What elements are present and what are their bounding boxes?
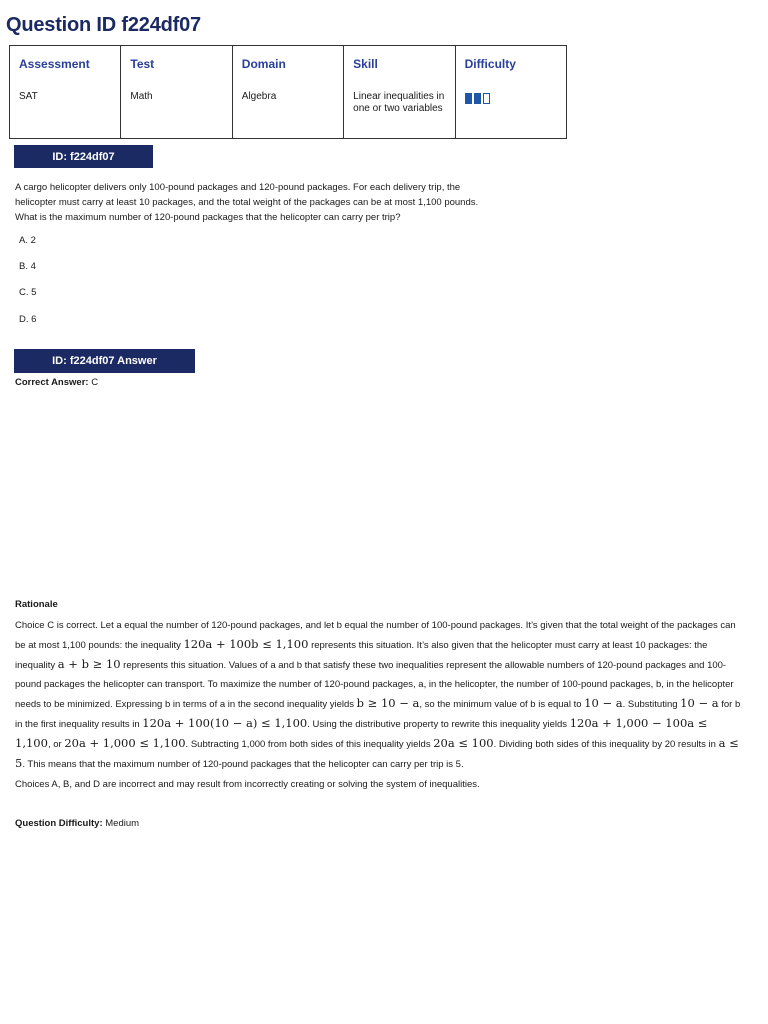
question-difficulty <box>15 816 139 831</box>
question-difficulty-value: Medium <box>105 818 140 829</box>
value-skill: Linear inequalities in one or two variables <box>344 84 455 139</box>
math-expression: 120a + 100(10 − a) ≤ 1,100 <box>142 716 308 730</box>
question-text: A cargo helicopter delivers only 100-pound packages and 120-pound packages. For each delivery trip, the helicopter must carry at least 10 packages, and the total weight of the packages can be at most 1,100 pounds. What is the maximum number of 120-pound packages that the helicopter can carry per trip? <box>15 182 479 223</box>
math-expression: 20a + 1,000 ≤ 1,100 <box>64 736 186 750</box>
rationale-sentence: represents this situation. It’s also given that the helicopter must carry at least 10 packages: the inequality <box>15 640 708 671</box>
header-assessment: Assessment <box>10 46 121 84</box>
question-id-banner: ID: f224df07 <box>14 145 153 168</box>
question-meta-table <box>9 45 567 139</box>
math-expression: 120a + 100b ≤ 1,100 <box>183 637 309 651</box>
rationale-sentence: . Using the distributive property to rewrite this inequality yields <box>307 719 568 730</box>
header-skill: Skill <box>344 46 455 84</box>
difficulty-indicator <box>465 93 490 104</box>
correct-answer <box>15 375 98 390</box>
rationale-sentence: . This means that the maximum number of 120-pound packages that the helicopter can carry per trip is 5. <box>22 759 464 770</box>
rationale-sentence: represents this situation. Values of a and b that satisfy these two inequalities represent the allowable numbers of 120-pound packages and 100-pound packages the helicopter can transport. To maximize the number of 120-pound packages, a, in the helicopter, the number of 100-pound packages, b, in the helicopter needs to be minimized. Expressing b in terms of a in the second inequality yields <box>15 660 734 710</box>
difficulty-bar <box>474 93 481 104</box>
math-expression: 20a ≤ 100 <box>433 736 494 750</box>
value-test: Math <box>121 84 232 139</box>
value-assessment: SAT <box>10 84 121 139</box>
incorrect-choices-text: Choices A, B, and D are incorrect and may result from incorrectly creating or solving the system of inequalities. <box>15 779 480 790</box>
rationale-sentence: . Substituting <box>622 699 678 710</box>
rationale-sentence: . Dividing both sides of this inequality by 20 results in <box>493 739 716 750</box>
difficulty-bar <box>465 93 472 104</box>
answer-id-banner: ID: f224df07 Answer <box>14 349 195 373</box>
math-expression: a ≤ 5 <box>15 736 739 770</box>
option-c: C. 5 <box>19 287 37 298</box>
rationale-sentence: . Subtracting 1,000 from both sides of this inequality yields <box>185 739 431 750</box>
option-b: B. 4 <box>19 261 36 272</box>
math-expression: b ≥ 10 − a <box>356 696 420 710</box>
rationale-sentence: for b in the first inequality results in <box>15 699 741 730</box>
math-expression: a + b ≥ 10 <box>57 657 121 671</box>
math-expression: 10 − a <box>584 696 623 710</box>
correct-answer-label: Correct Answer: <box>15 377 89 388</box>
difficulty-bar <box>483 93 490 104</box>
rationale-sentence: Choice C is correct. Let a equal the number of 120-pound packages, and let b equal the number of 100-pound packages. It’s given that the total weight of the packages can be at most 1,100 pounds: the inequality <box>15 620 736 651</box>
header-domain: Domain <box>232 46 343 84</box>
header-difficulty: Difficulty <box>455 46 566 84</box>
option-d: D. 6 <box>19 314 37 325</box>
option-a: A. 2 <box>19 235 36 246</box>
math-expression: 120a + 1,000 − 100a ≤ 1,100 <box>15 716 708 750</box>
header-test: Test <box>121 46 232 84</box>
rationale-heading: Rationale <box>15 599 58 610</box>
value-domain: Algebra <box>232 84 343 139</box>
correct-answer-value: C <box>91 377 99 388</box>
question-difficulty-label: Question Difficulty: <box>15 818 103 829</box>
rationale-sentence: , or <box>47 739 62 750</box>
math-expression: 10 − a <box>680 696 719 710</box>
page-title: Question ID f224df07 <box>6 14 201 36</box>
value-difficulty <box>455 84 566 139</box>
rationale-text <box>15 616 743 774</box>
rationale-sentence: , so the minimum value of b is equal to <box>419 699 582 710</box>
